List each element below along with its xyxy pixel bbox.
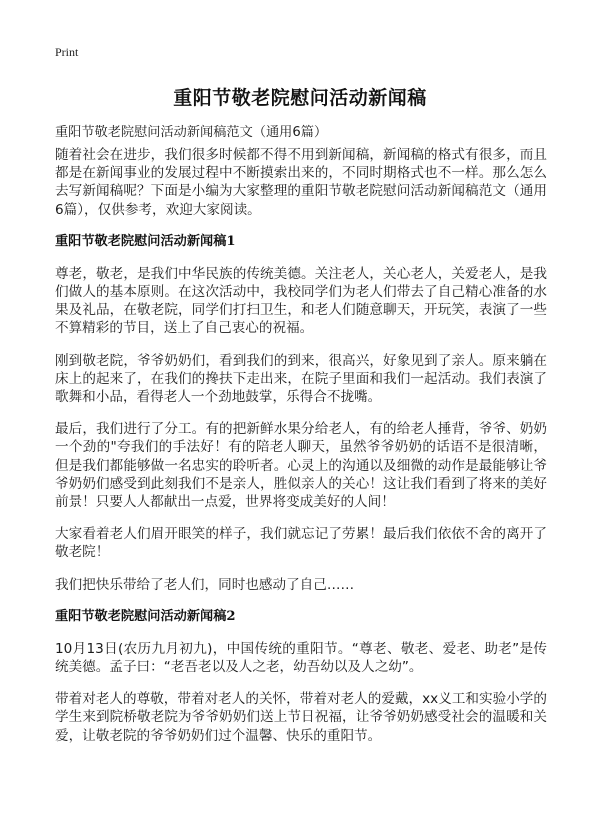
section-heading: 重阳节敬老院慰问活动新闻稿1	[55, 233, 236, 249]
document-subtitle: 重阳节敬老院慰问活动新闻稿范文（通用6篇）	[55, 125, 328, 140]
section-paragraph: 尊老，敬老，是我们中华民族的传统美德。关注老人，关心老人，关爱老人，是我们做人的基本原则。在这次活动中，我校同学们为老人们带去了自己精心准备的水果及礼品，在敬老院，同学们打扫卫生，和老人们随意聊天，开玩笑，表演了一些不算精彩的节目，送上了自己衷心的祝福。	[55, 265, 547, 337]
section-paragraph: 最后，我们进行了分工。有的把新鲜水果分给老人，有的给老人捶背，爷爷、奶奶一个劲的"夸我们的手法好！有的陪老人聊天，虽然爷爷奶奶的话语不是很清晰，但是我们都能够做一名忠实的聆听者。心灵上的沟通以及细微的动作是最能够让爷爷奶奶们感受到此刻我们不是亲人，胜似亲人的关心！这让我们看到了将来的美好前景！只要人人都献出一点爱，世界将变成美好的人间！	[55, 421, 547, 511]
section-heading: 重阳节敬老院慰问活动新闻稿2	[55, 608, 236, 624]
section-paragraph: 大家看着老人们眉开眼笑的样子，我们就忘记了劳累！最后我们依依不舍的离开了敬老院！	[55, 526, 547, 561]
section-1	[55, 233, 547, 594]
document-body	[55, 146, 547, 759]
section-paragraph: 10月13日(农历九月初九)，中国传统的重阳节。“尊老、敬老、爱老、助老”是传统美德。孟子曰：“老吾老以及人之老，幼吾幼以及人之幼”。	[55, 640, 547, 676]
document-title: 重阳节敬老院慰问活动新闻稿	[173, 87, 427, 109]
section-paragraph: 刚到敬老院，爷爷奶奶们，看到我们的到来，很高兴，好象见到了亲人。原来躺在床上的起来了，在我们的搀扶下走出来，在院子里面和我们一起活动。我们表演了歌舞和小品，看得老人一个劲地鼓掌，乐得合不拢嘴。	[55, 352, 547, 406]
print-label: Print	[55, 45, 79, 59]
section-2	[55, 608, 547, 745]
section-paragraph: 带着对老人的尊敬，带着对老人的关怀，带着对老人的爱戴，xx义工和实验小学的学生来到院桥敬老院为爷爷奶奶们送上节日祝福，让爷爷奶奶感受社会的温暖和关爱，让敬老院的爷爷奶奶们过个温馨、快乐的重阳节。	[55, 691, 547, 744]
section-paragraph: 我们把快乐带给了老人们，同时也感动了自己……	[55, 576, 355, 593]
intro-paragraph: 随着社会在进步，我们很多时候都不得不用到新闻稿，新闻稿的格式有很多，而且都是在新闻事业的发展过程中不断摸索出来的，不同时期格式也不一样。那么怎么去写新闻稿呢？下面是小编为大家整理的重阳节敬老院慰问活动新闻稿范文（通用6篇），仅供参考，欢迎大家阅读。	[55, 147, 547, 218]
